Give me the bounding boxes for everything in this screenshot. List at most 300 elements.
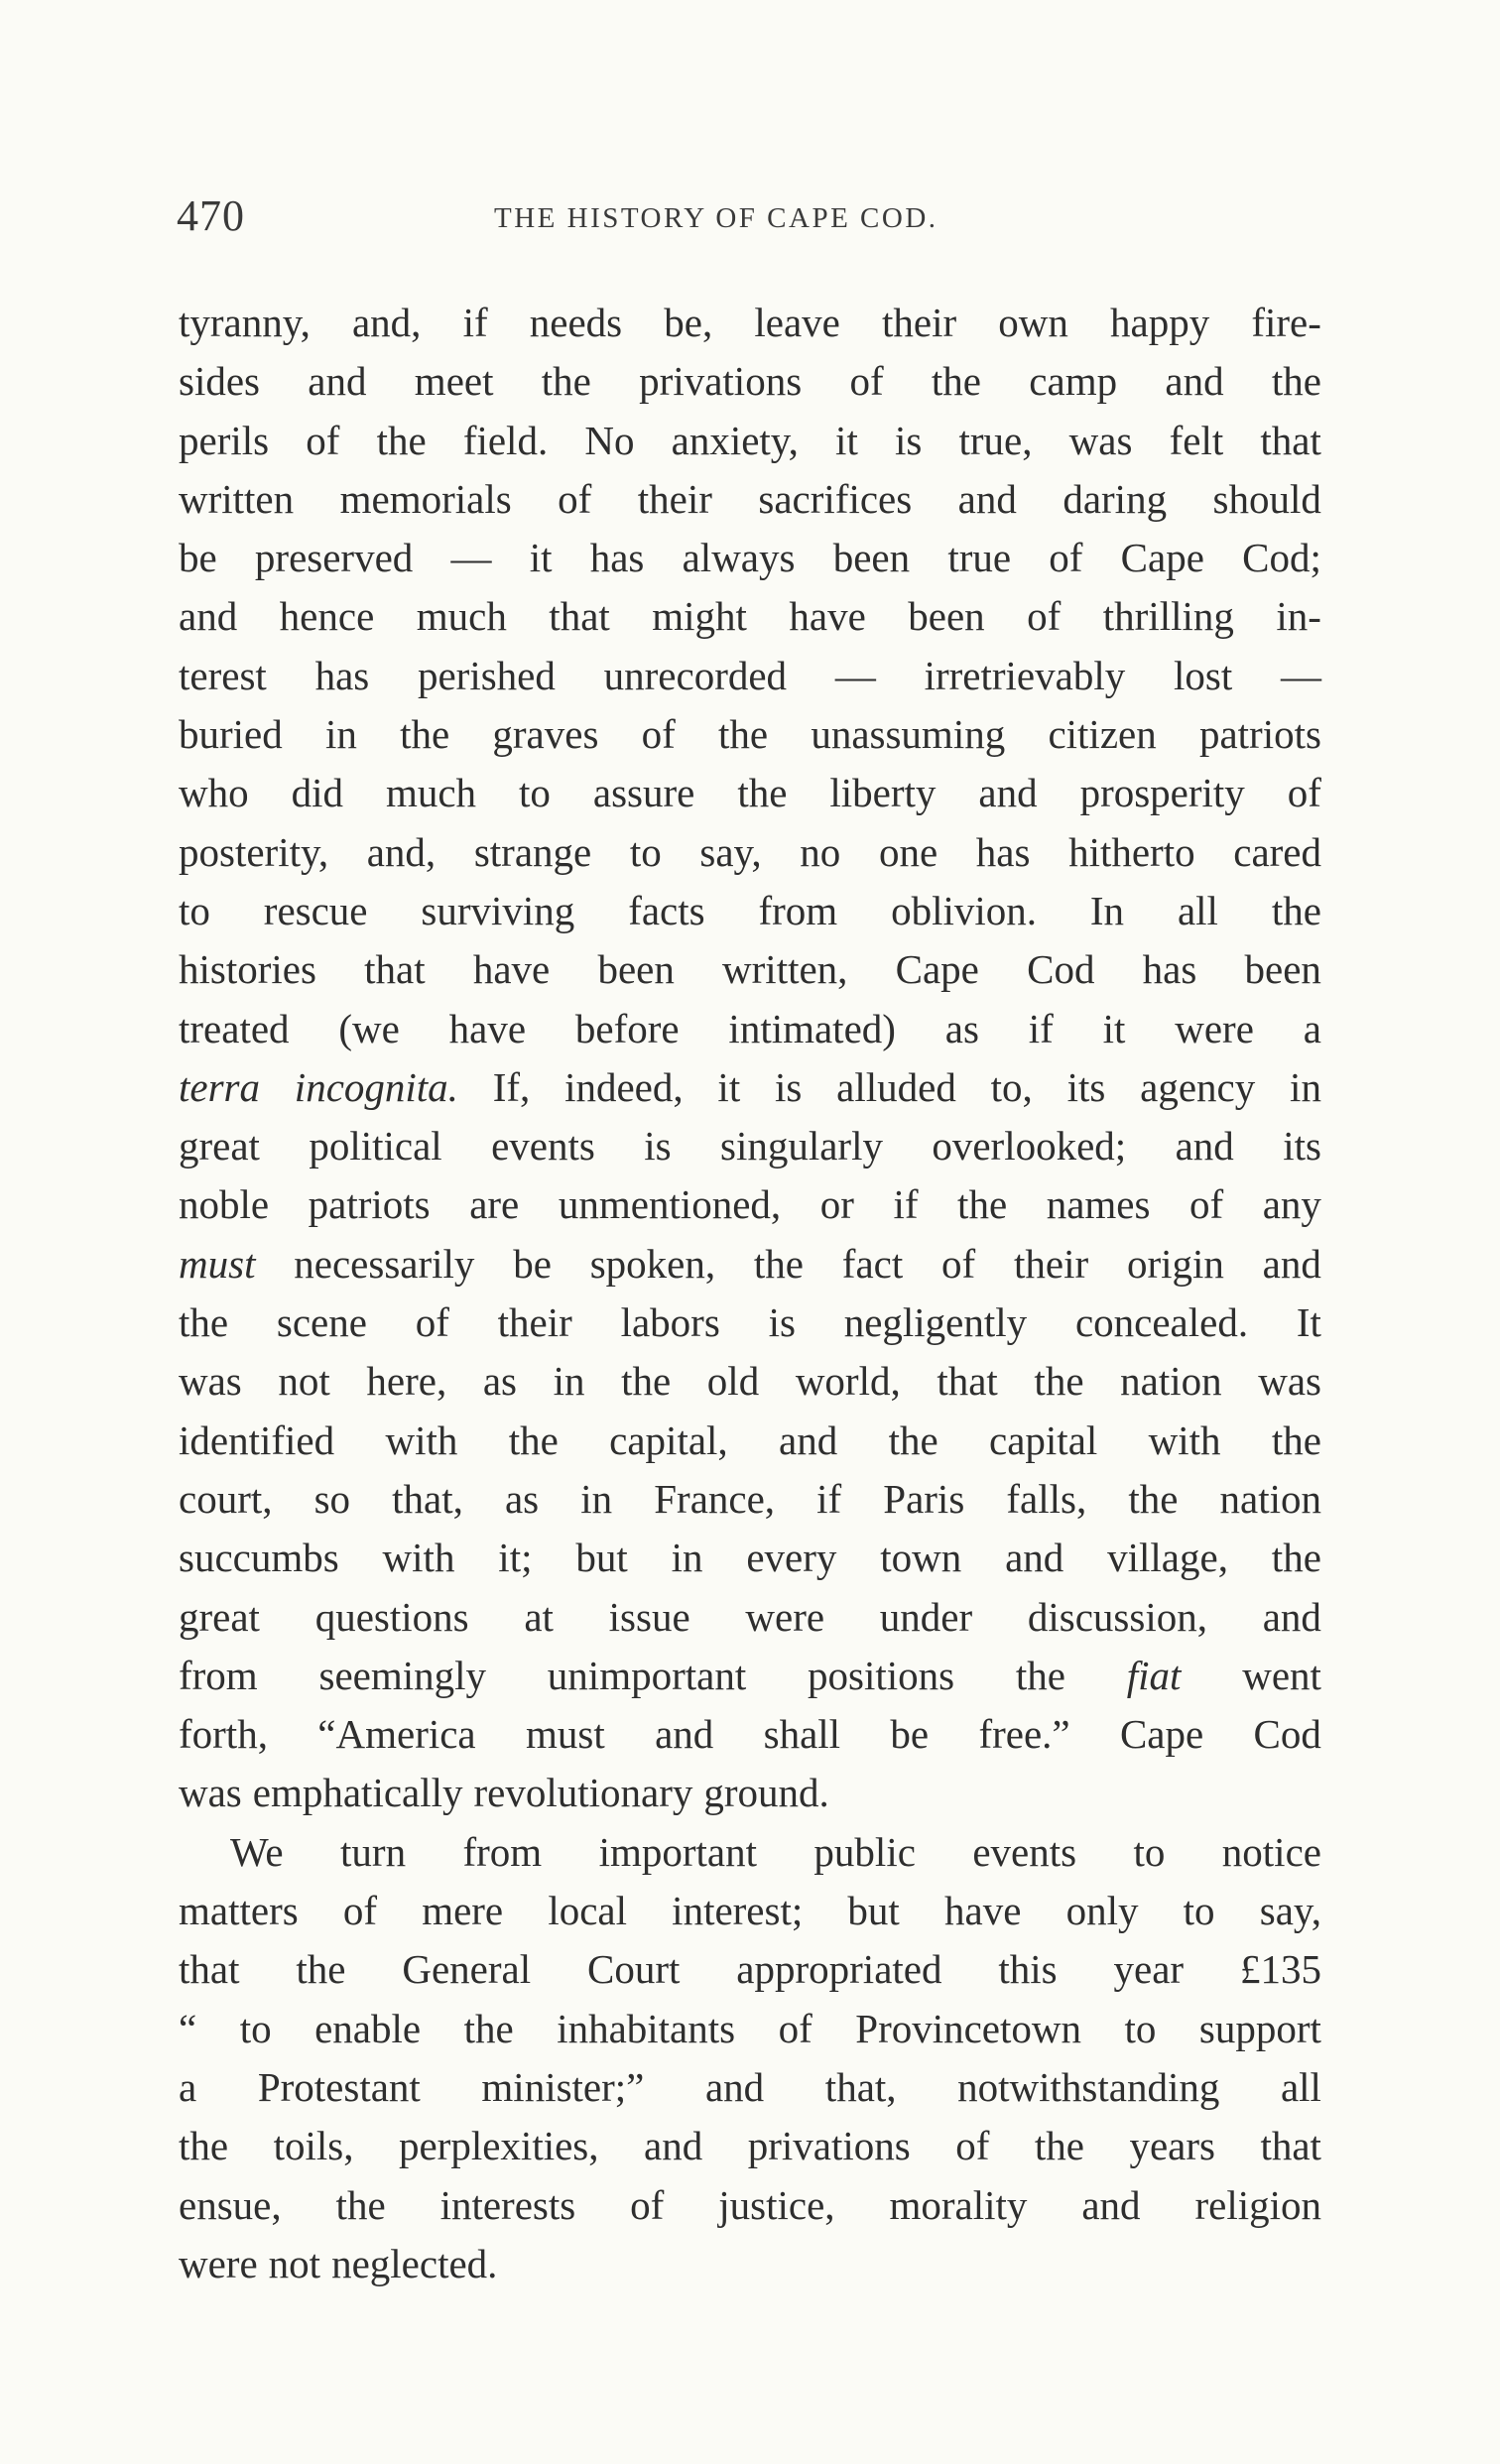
word: justice,	[718, 2181, 835, 2228]
word: unimportant	[547, 1652, 747, 1698]
text-line	[179, 823, 1321, 882]
word: nation	[1120, 1358, 1222, 1405]
word: and,	[366, 828, 437, 875]
text-line	[179, 1705, 1321, 1764]
word: it	[717, 1063, 741, 1110]
word: the	[335, 2181, 386, 2228]
word: was	[1068, 417, 1133, 463]
word: and	[1081, 2181, 1141, 2228]
text-line	[179, 1117, 1321, 1175]
word: the	[957, 1181, 1008, 1228]
word: not	[268, 2240, 321, 2286]
word: surviving	[421, 887, 575, 933]
word: of	[1189, 1181, 1224, 1228]
word: and	[1262, 1593, 1321, 1640]
word: interests	[439, 2181, 576, 2228]
word: tyranny,	[179, 300, 311, 345]
word: own	[998, 300, 1068, 345]
word: thrilling	[1102, 593, 1234, 640]
word: the	[621, 1358, 672, 1405]
word: hence	[279, 593, 375, 640]
word: and	[1005, 1535, 1064, 1581]
word: leave	[754, 300, 840, 345]
word: must	[525, 1711, 605, 1758]
text-line	[179, 2058, 1321, 2117]
text-line	[179, 529, 1321, 587]
word: fire-	[1251, 300, 1321, 345]
word: shall	[763, 1711, 841, 1758]
word: Paris	[883, 1475, 965, 1522]
word: Provincetown	[855, 2005, 1082, 2051]
word: and	[655, 1711, 714, 1758]
word: appropriated	[736, 1946, 942, 1993]
word: is	[775, 1063, 803, 1110]
word: the	[296, 1946, 346, 1993]
word: been	[1244, 946, 1321, 993]
word: it	[835, 417, 858, 463]
word: with	[382, 1535, 455, 1581]
word: is	[768, 1299, 796, 1346]
word: facts	[628, 887, 705, 933]
word: overlooked;	[932, 1123, 1127, 1170]
word: have	[789, 593, 866, 640]
word: but	[847, 1888, 900, 1934]
word: histories	[179, 946, 316, 993]
word: notice	[1221, 1828, 1321, 1875]
word: so	[313, 1475, 351, 1522]
word: their	[881, 300, 957, 345]
word: from	[462, 1828, 543, 1875]
word: cared	[1233, 828, 1321, 875]
word: hitherto	[1068, 828, 1195, 875]
word: the	[1015, 1652, 1065, 1698]
word: in	[553, 1358, 585, 1405]
text-line	[179, 1647, 1321, 1705]
word: if	[1028, 1005, 1054, 1051]
word: events	[491, 1123, 595, 1170]
word: as	[504, 1475, 540, 1522]
word: perplexities,	[398, 2123, 599, 2169]
word: spoken,	[589, 1240, 716, 1287]
word: its	[1283, 1123, 1321, 1170]
word: as	[482, 1358, 517, 1405]
word: the	[400, 711, 450, 758]
word: much	[385, 770, 477, 816]
word: the	[1271, 1535, 1321, 1581]
word: local	[548, 1888, 627, 1934]
word: and	[179, 593, 238, 640]
text-line	[179, 2235, 1321, 2293]
word: that,	[392, 1475, 463, 1522]
word: identified	[179, 1417, 335, 1463]
word: and	[978, 770, 1038, 816]
word: before	[574, 1005, 680, 1051]
word: “America	[317, 1711, 476, 1758]
word: discussion,	[1027, 1593, 1207, 1640]
word: their	[637, 475, 712, 522]
word: irretrievably	[924, 652, 1126, 698]
word: the	[541, 358, 591, 405]
word: graves	[492, 711, 599, 758]
word: —	[834, 652, 876, 698]
word: the	[179, 1299, 229, 1346]
word: world,	[795, 1358, 901, 1405]
word: assure	[592, 770, 695, 816]
word: has	[314, 652, 370, 698]
word: and	[957, 475, 1017, 522]
word: been	[597, 946, 675, 993]
text-line	[179, 1588, 1321, 1647]
word: are	[469, 1181, 520, 1228]
word: a	[1303, 1005, 1321, 1051]
word: in	[1290, 1063, 1321, 1110]
word: important	[598, 1828, 758, 1875]
word: nation	[1219, 1475, 1321, 1522]
word: Cod	[1027, 946, 1095, 993]
word: all	[1280, 2063, 1321, 2110]
word: privations	[639, 358, 803, 405]
word: public	[813, 1828, 916, 1875]
italic-word: incognita.	[294, 1063, 458, 1110]
word: perished	[417, 652, 556, 698]
word: has	[1142, 946, 1197, 993]
word: its	[1066, 1063, 1106, 1110]
word: the	[931, 358, 981, 405]
word: that	[1260, 2123, 1321, 2169]
word: morality	[889, 2181, 1028, 2228]
word: of	[1049, 535, 1083, 581]
word: daring	[1062, 475, 1168, 522]
word: Court	[587, 1946, 681, 1993]
text-line	[179, 1823, 1321, 1882]
word: of	[941, 1240, 976, 1287]
word: of	[1027, 593, 1062, 640]
word: the	[1271, 358, 1321, 405]
word: or	[819, 1181, 854, 1228]
word: needs	[529, 300, 623, 345]
text-line	[179, 1058, 1321, 1117]
word: been	[908, 593, 985, 640]
word: concealed.	[1074, 1299, 1249, 1346]
word: falls,	[1006, 1475, 1087, 1522]
text-line	[179, 1000, 1321, 1058]
word: great	[179, 1123, 260, 1170]
word: any	[1262, 1181, 1321, 1228]
word: if	[893, 1181, 919, 1228]
word: the	[888, 1417, 938, 1463]
word: with	[385, 1417, 458, 1463]
word: If,	[492, 1063, 531, 1110]
word: in	[580, 1475, 613, 1522]
word: that	[364, 946, 426, 993]
text-line	[179, 352, 1321, 411]
word: say,	[1259, 1888, 1321, 1934]
word: labors	[620, 1299, 720, 1346]
word: be	[513, 1240, 552, 1287]
text-line	[179, 294, 1321, 352]
word: but	[575, 1535, 628, 1581]
word: alluded	[836, 1063, 956, 1110]
word: indeed,	[564, 1063, 684, 1110]
word: minister;”	[481, 2063, 645, 2110]
word: support	[1198, 2005, 1321, 2051]
word: the	[1271, 1417, 1321, 1463]
word: memorials	[339, 475, 512, 522]
text-line	[179, 1235, 1321, 1294]
text-line	[179, 470, 1321, 529]
word: felt	[1169, 417, 1224, 463]
text-line	[179, 587, 1321, 646]
text-line	[179, 2176, 1321, 2235]
word: was	[1258, 1358, 1321, 1405]
word: of	[1287, 770, 1321, 816]
word: In	[1089, 887, 1125, 933]
word: lost	[1173, 652, 1233, 698]
word: privations	[747, 2123, 911, 2169]
text-line	[179, 1529, 1321, 1587]
running-head: THE HISTORY OF CAPE COD.	[494, 202, 938, 234]
word: oblivion.	[891, 887, 1038, 933]
text-line	[179, 1940, 1321, 1999]
word: to	[519, 770, 551, 816]
word: be	[179, 535, 217, 581]
word: if	[816, 1475, 842, 1522]
word: rescue	[263, 887, 368, 933]
word: (we	[338, 1005, 400, 1051]
word: It	[1296, 1299, 1321, 1346]
word: the	[1128, 1475, 1179, 1522]
word: We	[230, 1828, 284, 1875]
word: the	[1271, 887, 1321, 933]
word: to	[1124, 2005, 1157, 2051]
word: unassuming	[811, 711, 1006, 758]
word: —	[1281, 652, 1321, 698]
word: the	[1034, 2123, 1084, 2169]
word: been	[832, 535, 911, 581]
word: who	[179, 770, 249, 816]
word: the	[179, 2123, 229, 2169]
word: were	[179, 2240, 258, 2286]
body-text	[179, 294, 1321, 2293]
word: were	[745, 1593, 825, 1640]
word: treated	[179, 1005, 290, 1051]
word: a	[179, 2063, 197, 2110]
word: it	[1102, 1005, 1126, 1051]
word: terest	[179, 652, 267, 698]
word: No	[584, 417, 635, 463]
word: has	[975, 828, 1031, 875]
word: and	[704, 2063, 765, 2110]
word: positions	[808, 1652, 955, 1698]
word: the	[508, 1417, 559, 1463]
word: did	[291, 770, 343, 816]
word: revolutionary	[473, 1770, 693, 1816]
word: be	[890, 1711, 930, 1758]
word: it	[529, 535, 553, 581]
word: France,	[654, 1475, 776, 1522]
text-line	[179, 940, 1321, 999]
word: patriots	[308, 1181, 431, 1228]
word: free.”	[978, 1711, 1070, 1758]
word: the	[737, 770, 788, 816]
word: unrecorded	[603, 652, 788, 698]
word: capital,	[609, 1417, 728, 1463]
italic-word: fiat	[1126, 1652, 1182, 1698]
word: agency	[1140, 1063, 1256, 1110]
word: of	[558, 475, 592, 522]
word: every	[746, 1535, 837, 1581]
word: this	[998, 1946, 1058, 1993]
word: prosperity	[1079, 770, 1245, 816]
word: and,	[351, 300, 422, 345]
word: written	[179, 475, 295, 522]
word: sacrifices	[758, 475, 913, 522]
word: and	[308, 358, 367, 405]
word: was	[179, 1770, 242, 1816]
word: origin	[1126, 1240, 1224, 1287]
word: and	[644, 2123, 703, 2169]
text-line	[179, 1764, 1321, 1822]
word: that,	[824, 2063, 897, 2110]
word: years	[1129, 2123, 1215, 2169]
word: turn	[340, 1828, 407, 1875]
word: and	[779, 1417, 838, 1463]
word: toils,	[273, 2123, 354, 2169]
word: ensue,	[179, 2181, 282, 2228]
word: it;	[498, 1535, 533, 1581]
word: is	[644, 1123, 672, 1170]
word: all	[1177, 887, 1218, 933]
word: have	[944, 1888, 1022, 1934]
word: the	[463, 2005, 514, 2051]
text-line	[179, 412, 1321, 470]
word: camp	[1029, 358, 1118, 405]
word: of	[306, 417, 340, 463]
word: of	[342, 1888, 378, 1934]
word: went	[1242, 1652, 1321, 1698]
word: of	[955, 2123, 990, 2169]
word: capital	[989, 1417, 1098, 1463]
word: preserved	[254, 535, 414, 581]
text-line	[179, 2000, 1321, 2058]
word: General	[402, 1946, 532, 1993]
text-line	[179, 2117, 1321, 2175]
word: noble	[179, 1181, 270, 1228]
word: religion	[1194, 2181, 1321, 2228]
word: names	[1046, 1181, 1151, 1228]
word: have	[448, 1005, 527, 1051]
word: Cod;	[1242, 535, 1321, 581]
word: ground.	[703, 1770, 829, 1816]
word: forth,	[179, 1711, 268, 1758]
word: sides	[179, 358, 260, 405]
word: if	[462, 300, 488, 345]
word: in-	[1276, 593, 1321, 640]
word: of	[641, 711, 676, 758]
word: seemingly	[318, 1652, 487, 1698]
word: to	[1183, 1888, 1215, 1934]
word: under	[879, 1593, 973, 1640]
word: notwithstanding	[957, 2063, 1220, 2110]
word: their	[497, 1299, 572, 1346]
word: to	[239, 2005, 272, 2051]
text-line	[179, 1175, 1321, 1234]
word: their	[1014, 1240, 1089, 1287]
word: emphatically	[252, 1770, 463, 1816]
word: intimated)	[728, 1005, 896, 1051]
word: citizen	[1048, 711, 1157, 758]
italic-word: must	[179, 1240, 256, 1287]
word: interest;	[672, 1888, 804, 1934]
word: of	[630, 2181, 665, 2228]
word: strange	[473, 828, 592, 875]
word: has	[589, 535, 645, 581]
word: to,	[990, 1063, 1033, 1110]
text-line	[179, 764, 1321, 822]
word: “	[179, 2005, 197, 2051]
word: always	[682, 535, 796, 581]
word: field.	[462, 417, 549, 463]
word: as	[944, 1005, 979, 1051]
word: of	[849, 358, 884, 405]
word: old	[706, 1358, 760, 1405]
word: much	[416, 593, 507, 640]
word: to	[1133, 1828, 1166, 1875]
word: were	[1175, 1005, 1254, 1051]
text-line	[179, 705, 1321, 764]
word: great	[179, 1593, 260, 1640]
word: fact	[841, 1240, 904, 1287]
text-line	[179, 1412, 1321, 1470]
word: of	[778, 2005, 812, 2051]
word: and	[1165, 358, 1224, 405]
word: meet	[414, 358, 494, 405]
word: was	[179, 1358, 242, 1405]
word: posterity,	[179, 828, 329, 875]
word: buried	[179, 711, 283, 758]
word: say,	[699, 828, 762, 875]
word: events	[972, 1828, 1077, 1875]
word: that	[937, 1358, 998, 1405]
page-number: 470	[177, 191, 245, 240]
word: singularly	[719, 1123, 883, 1170]
word: to	[629, 828, 662, 875]
italic-word: terra	[179, 1063, 260, 1110]
word: and	[1262, 1240, 1321, 1287]
word: that	[1260, 417, 1321, 463]
text-line	[179, 1882, 1321, 1940]
word: the	[753, 1240, 804, 1287]
word: with	[1148, 1417, 1221, 1463]
word: town	[880, 1535, 962, 1581]
word: true,	[958, 417, 1033, 463]
word: necessarily	[294, 1240, 475, 1287]
word: village,	[1107, 1535, 1228, 1581]
word: Cape	[895, 946, 979, 993]
word: that	[549, 593, 610, 640]
word: of	[415, 1299, 449, 1346]
word: succumbs	[179, 1535, 339, 1581]
text-line	[179, 882, 1321, 940]
text-line	[179, 1294, 1321, 1352]
word: Cod	[1253, 1711, 1321, 1758]
word: to	[179, 887, 210, 933]
word: one	[878, 828, 938, 875]
word: enable	[314, 2005, 422, 2051]
word: in	[671, 1535, 703, 1581]
word: perils	[179, 417, 270, 463]
word: —	[450, 535, 492, 581]
